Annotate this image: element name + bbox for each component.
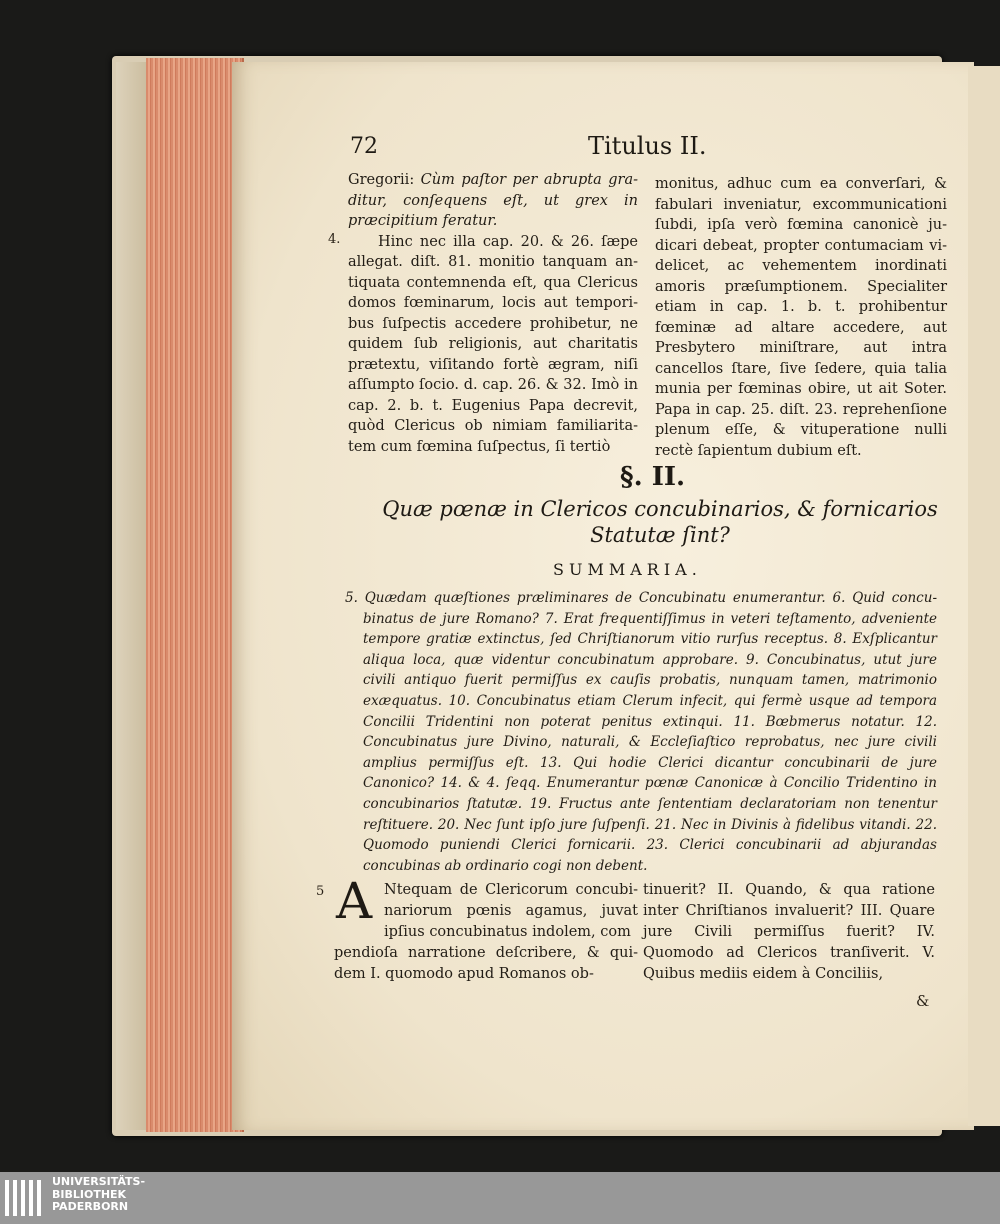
- right-column-text: monitus, adhuc cum ea converſari, & fabulari inveniatur, excommunicationi ſubdi, ipſa verò fœmina canonicè judicari debeat, propter contumaciam videlicet, ac vehementem inordinati amoris præſumptionem. Specialiter etiam in cap. 1. b. t. prohibentur fœminæ ad altare accedere, aut Presbytero miniſtrare, aut intra cancellos ſtare, ſive ſedere, quia talia munia per fœminas obire, ut ait Soter. Papa in cap. 25. diſt. 23. reprehenſione plenum eſſe, & vituperatione nulli rectè ſapientum dubium eſt.: [655, 176, 947, 459]
- red-page-edges: [146, 58, 244, 1132]
- library-name: [52, 1176, 145, 1214]
- summaria-paragraph: 5. Quædam quæſtiones præliminares de Concubinatu enumerantur. 6. Quid concubinatus de jure Romano? 7. Erat frequentiſſimus in veteri teſtamento, adveniente tempore gratiæ extinctus, ſed Chriſtianorum vitio rurſus receptus. 8. Exſplicantur aliqua loca, quæ videntur concubinatum approbare. 9. Concubinatus, utut jure civili antiquo fuerit permiſſus ex cauſis probatis, nunquam tamen, matrimonio exæquatus. 10. Concubinatus etiam Clerum infecit, qui fermè usque ad tempora Concilii Tridentini non poterat penitus extinqui. 11. Bœbmerus notatur. 12. Concubinatus jure Divino, naturali, & Eccleſiaſtico reprobatus, nec jure civili amplius permiſſus eſt. 13. Qui hodie Clerici dicantur concubinarii de jure Canonico? 14. & 4. ſeqq. Enumerantur pœnæ Canonicæ à Concilio Tridentino in concubinarios ſtatutæ. 19. Fructus ante ſententiam declaratoriam non tenentur reſtituere. 20. Nec ſunt ipſo jure ſuſpenſi. 21. Nec in Divinis à fidelibus vitandi. 22. Quomodo puniendi Clerici fornicarii. 23. Clerici concubinarii ad abjurandas concubinas ab ordinario cogi non debent.: [345, 590, 937, 874]
- body-right: tinuerit? II. Quando, & qua ratione inter Chriſtianos invaluerit? III. Quare jure Civili permiſſus fuerit? IV. Quomodo ad Clericos tranſiverit. V. Quibus mediis eidem à Conciliis,: [643, 882, 935, 982]
- library-name-line3: PADERBORN: [52, 1200, 129, 1213]
- margin-number-5: 5: [316, 884, 325, 899]
- page-number: 72: [350, 134, 378, 159]
- catchword: &: [916, 992, 930, 1010]
- section-number: §. II.: [620, 462, 686, 492]
- quote-span: Cùm paſtor per abrupta graditur, conſequens eſt, ut grex in præcipitium feratur.: [348, 172, 638, 229]
- drop-cap: A: [336, 872, 373, 930]
- section-subtitle: Quæ pœnæ in Clericos concubinarios, & fornicarios Statutæ ſint?: [382, 497, 938, 547]
- library-logo-icon: [3, 1178, 47, 1218]
- left-column-p1: [348, 170, 638, 232]
- margin-number-4: 4.: [328, 232, 341, 247]
- facing-page-edge: [968, 66, 1000, 1126]
- library-name-line2: BIBLIOTHEK: [52, 1187, 127, 1201]
- right-column: [655, 174, 947, 461]
- body-left-first: Ntequam de Clericorum concubinariorum pœnis agamus, juvat ipſius concubinatus indolem, com: [384, 882, 638, 940]
- text-span: Gregorii:: [348, 172, 421, 188]
- left-column-p2: Hinc nec illa cap. 20. & 26. ſæpe allegat. diſt. 81. monitio tanquam antiquata contemnenda eſt, qua Clericus domos fœminarum, locis aut temporibus ſuſpectis accedere prohibetur, ne quidem ſub religionis, aut charitatis prætextu, viſitando fortè ægram, niſi aſſumpto ſocio. d. cap. 26. & 32. Imò in cap. 2. b. t. Eugenius Papa decrevit, quòd Clericus ob nimiam familiaritatem cum fœmina ſuſpectus, ſi tertiò: [348, 233, 638, 455]
- library-name-line1: UNIVERSITÄTS-: [52, 1175, 146, 1188]
- summaria-text: [345, 588, 937, 876]
- library-footer: [0, 1172, 1000, 1224]
- body-left-rest: pendioſa narratione deſcribere, & quidem I. quomodo apud Romanos ob-: [334, 945, 638, 982]
- left-column: [348, 170, 638, 457]
- summaria-heading: SUMMARIA.: [553, 560, 702, 579]
- running-title: Titulus II.: [588, 132, 707, 160]
